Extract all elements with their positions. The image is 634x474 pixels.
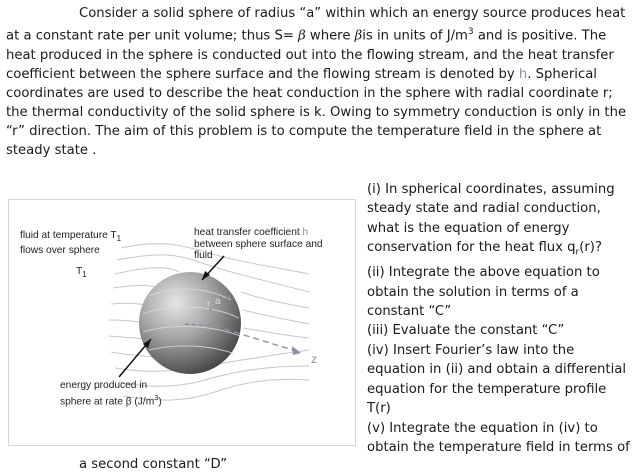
subscript: 1 — [116, 234, 122, 244]
statement-text: . Spherical coordinates are used to describe the heat conduction in the sphere with radial coordinate r; the thermal conductivity of the solid sphere is k. Owing to symmetry conduction is only in the “r” direction. The aim of this problem is to compute the temperature field in the sphere at steady state . — [6, 66, 627, 159]
question-list — [367, 180, 631, 457]
h-symbol: h — [518, 66, 528, 82]
z-arrowhead — [292, 346, 301, 355]
htc-text: between sphere surface and — [194, 238, 323, 250]
h-symbol: h — [302, 227, 309, 238]
question-text: (r)? — [579, 240, 602, 256]
r-label: r — [207, 299, 211, 310]
statement-text: where — [305, 28, 355, 44]
subscript: r — [575, 247, 580, 258]
question-5-continuation: a second constant “D” — [79, 457, 228, 472]
a-label: a — [215, 296, 221, 307]
beta-symbol: β — [354, 28, 363, 44]
fluid-label-text: fluid at temperature T — [20, 230, 117, 241]
energy-text: sphere at rate β (J/m — [60, 395, 155, 407]
exponent: 3 — [154, 392, 159, 402]
htc-text: fluid — [194, 250, 213, 261]
statement-text: is in units of J/m — [362, 28, 468, 44]
problem-statement — [6, 4, 628, 160]
htc-text: heat transfer coefficient — [194, 227, 303, 238]
energy-text: energy produced in — [60, 380, 148, 391]
beta-symbol: β — [298, 28, 306, 44]
sphere — [139, 272, 241, 374]
htc-label — [194, 227, 323, 262]
question-4: (iv) Insert Fourier’s law into the equation in (ii) and obtain a differential equation for the temperature profile T(r) — [367, 342, 626, 417]
fluid-label — [20, 230, 121, 256]
t1-text: T — [76, 266, 83, 277]
fluid-label-text: flows over sphere — [20, 244, 100, 256]
t1-label — [76, 266, 87, 281]
z-axis-label: z — [311, 352, 317, 366]
sphere-figure — [8, 199, 356, 446]
question-1 — [367, 180, 631, 263]
subscript: 1 — [82, 270, 87, 280]
question-2: (ii) Integrate the above equation to obtain the solution in terms of a constant “C” — [367, 265, 600, 320]
question-3: (iii) Evaluate the constant “C” — [367, 323, 565, 339]
question-5: (v) Integrate the equation in (iv) to obtain the temperature field in terms of — [367, 420, 630, 455]
statement-text: and is positive. The heat produced in the sphere is conducted out into the flowing stream, and the heat transfer coefficient between the sphere surface and the flowing stream is denoted by — [6, 28, 614, 82]
question-text: (i) In spherical coordinates, assuming steady state and radial conduction, what is the equation of energy conservation for the heat flux q — [367, 182, 615, 256]
statement-text: Consider a solid sphere of radius “a” within which an energy source produces heat at a constant rate per unit volume; thus S= — [6, 6, 626, 44]
energy-text: ) — [158, 395, 162, 407]
exponent: 3 — [467, 27, 474, 38]
energy-label — [60, 380, 162, 407]
